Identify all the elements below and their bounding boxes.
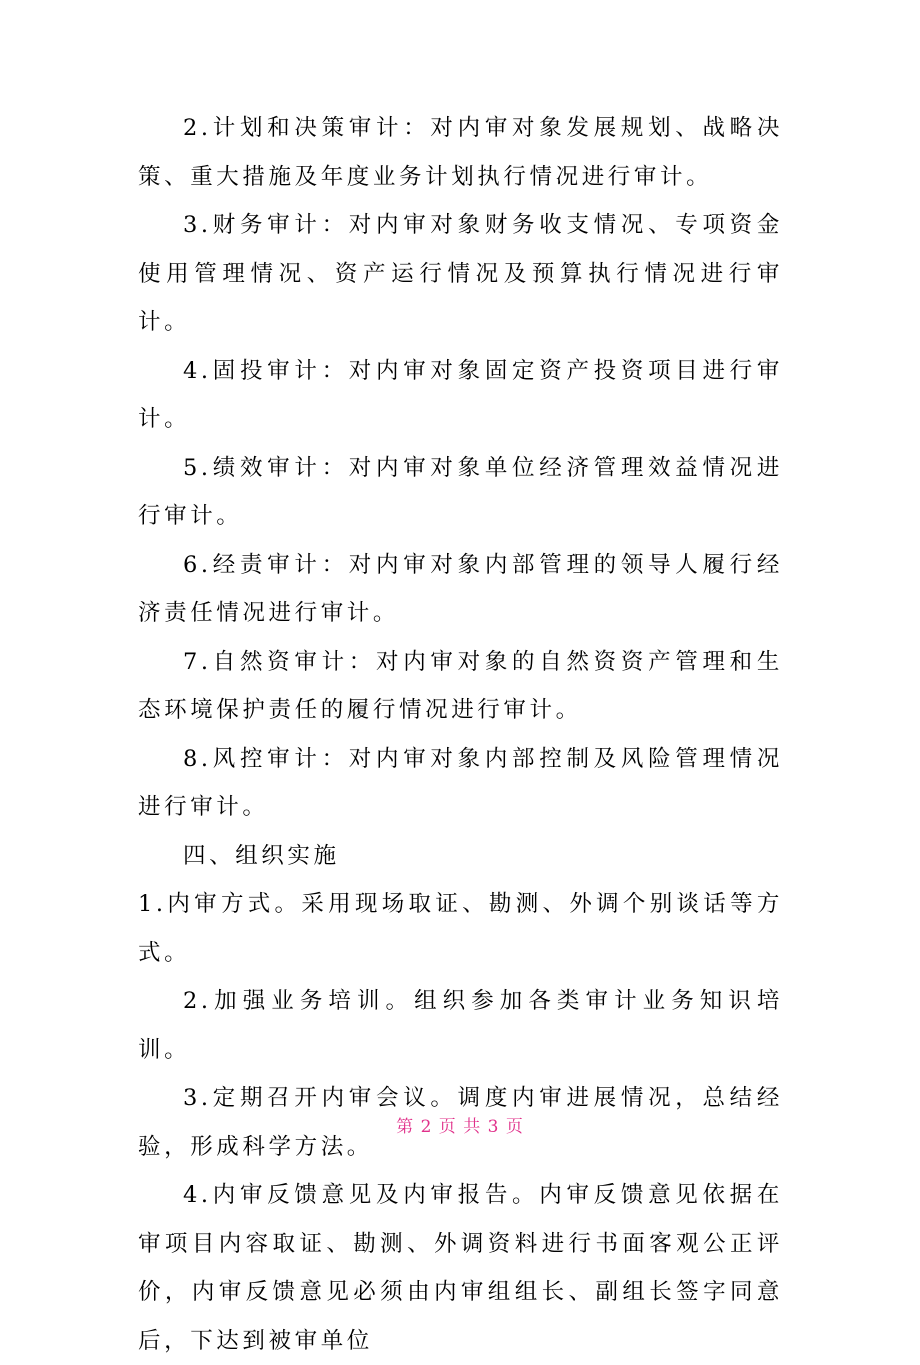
paragraph-item-8: 8.风控审计：对内审对象内部控制及风险管理情况进行审计。 [138,745,783,820]
paragraph-org-4: 4.内审反馈意见及内审报告。内审反馈意见依据在审项目内容取证、勘测、外调资料进行书面客观公正评价，内审反馈意见必须由内审组组长、副组长签字同意后，下达到被审单位 [138,1182,783,1354]
paragraph-org-2: 2.加强业务培训。组织参加各类审计业务知识培训。 [138,988,783,1063]
paragraph-item-2: 2.计划和决策审计：对内审对象发展规划、战略决策、重大措施及年度业务计划执行情况进行审计。 [138,115,783,190]
section-heading-organization: 四、组织实施 [183,842,340,869]
document-body [138,104,783,1365]
paragraph-item-5: 5.绩效审计：对内审对象单位经济管理效益情况进行审计。 [138,454,783,529]
page-number-footer: 第 2 页 共 3 页 [396,1117,524,1137]
paragraph-item-6: 6.经责审计：对内审对象内部管理的领导人履行经济责任情况进行审计。 [138,551,783,626]
paragraph-item-4: 4.固投审计：对内审对象固定资产投资项目进行审计。 [138,357,783,432]
paragraph-item-7: 7.自然资审计：对内审对象的自然资资产管理和生态环境保护责任的履行情况进行审计。 [138,648,783,723]
paragraph-item-3: 3.财务审计：对内审对象财务收支情况、专项资金使用管理情况、资产运行情况及预算执行情况进行审计。 [138,212,783,335]
paragraph-org-3: 3.定期召开内审会议。调度内审进展情况，总结经验，形成科学方法。 [138,1085,783,1160]
paragraph-org-1: 1.内审方式。采用现场取证、勘测、外调个别谈话等方式。 [138,891,783,966]
